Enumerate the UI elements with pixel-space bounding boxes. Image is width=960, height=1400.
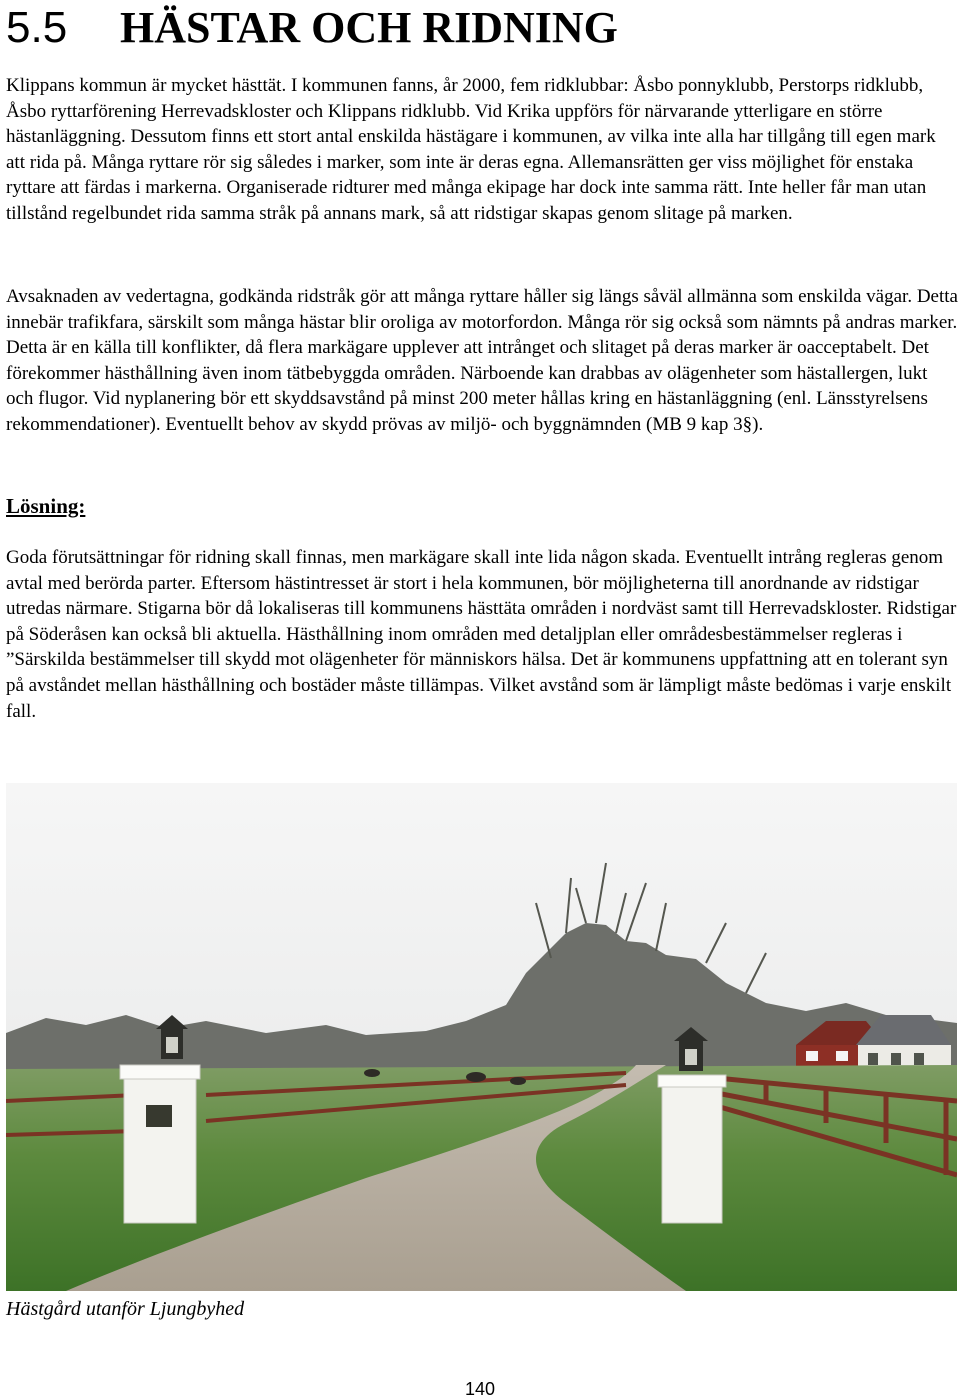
section-number: 5.5 [6, 3, 68, 52]
body-paragraph-2: Avsaknaden av vedertagna, godkända ridstråk gör att många ryttare håller sig längs såväl allmänna som enskilda vägar. Detta innebär trafikfara, särskilt som många hästar blir oroliga av motorfordon. Många rör sig också som nämnts på andras marker. Detta är en källa till konflikter, då flera markägare upplever att intrånget och slitaget på deras marker är oacceptabelt. Det förekommer hästhållning även inom tätbebyggda områden. Närboende kan drabbas av olägenheter som hästallergen, lukt och flugor. Vid nyplanering bör ett skyddsavstånd på minst 200 meter hållas kring en hästanläggning (enl. Länsstyrelsens rekommendationer). Eventuellt behov av skydd prövas av miljö- och byggnämnden (MB 9 kap 3§). [6, 286, 958, 435]
solution-subheading: Lösning: [6, 494, 86, 518]
body-paragraph-1: Klippans kommun är mycket hästtät. I kommunen fanns, år 2000, fem ridklubbar: Åsbo ponnyklubb, Perstorps ridklubb, Åsbo ryttarförening Herrevadskloster och Klippans ridklubb. Vid Krika uppförs för närvarande ytterligare en större hästanläggning. Dessutom finns ett stort antal enskilda hästägare i kommunen, av vilka inte alla har tillgång till egen mark att rida på. Många ryttare rör sig således i marker, som inte är deras egna. Allemansrätten ger viss möjlighet för enstaka ryttare att färdas i markerna. Organiserade ridturer med många ekipage har dock inte samma rätt. Inte heller får man utan tillstånd regelbundet rida samma stråk på annans mark, så att ridstigar skapas genom slitage på marken. [6, 75, 936, 224]
photo-caption: Hästgård utanför Ljungbyhed [6, 1298, 245, 1320]
section-title: HÄSTAR OCH RIDNING [120, 3, 618, 52]
section-heading [6, 2, 618, 54]
horse-farm-photo [6, 783, 957, 1291]
solution-paragraph: Goda förutsättningar för ridning skall finnas, men markägare skall inte lida någon skada. Eventuellt intrång regleras genom avtal med berörda parter. Eftersom hästintresset är stort i hela kommunen, bör möjligheterna till anordnande av ridstigar utredas närmare. Stigarna bör då lokaliseras till kommunens hästtäta områden i nordväst samt till Herrevadskloster. Ridstigar på Söderåsen kan också bli aktuella. Hästhållning inom områden med detaljplan eller områdesbestämmelser regleras i ”Särskilda bestämmelser till skydd mot olägenheter för människors hälsa. Det är kommunens uppfattning att en tolerant syn på avståndet mellan hästhållning och bostäder måste tillämpas. Vilket avstånd som är lämpligt måste bedömas i varje enskilt fall. [6, 547, 957, 722]
page-number: 140 [464, 1379, 496, 1399]
